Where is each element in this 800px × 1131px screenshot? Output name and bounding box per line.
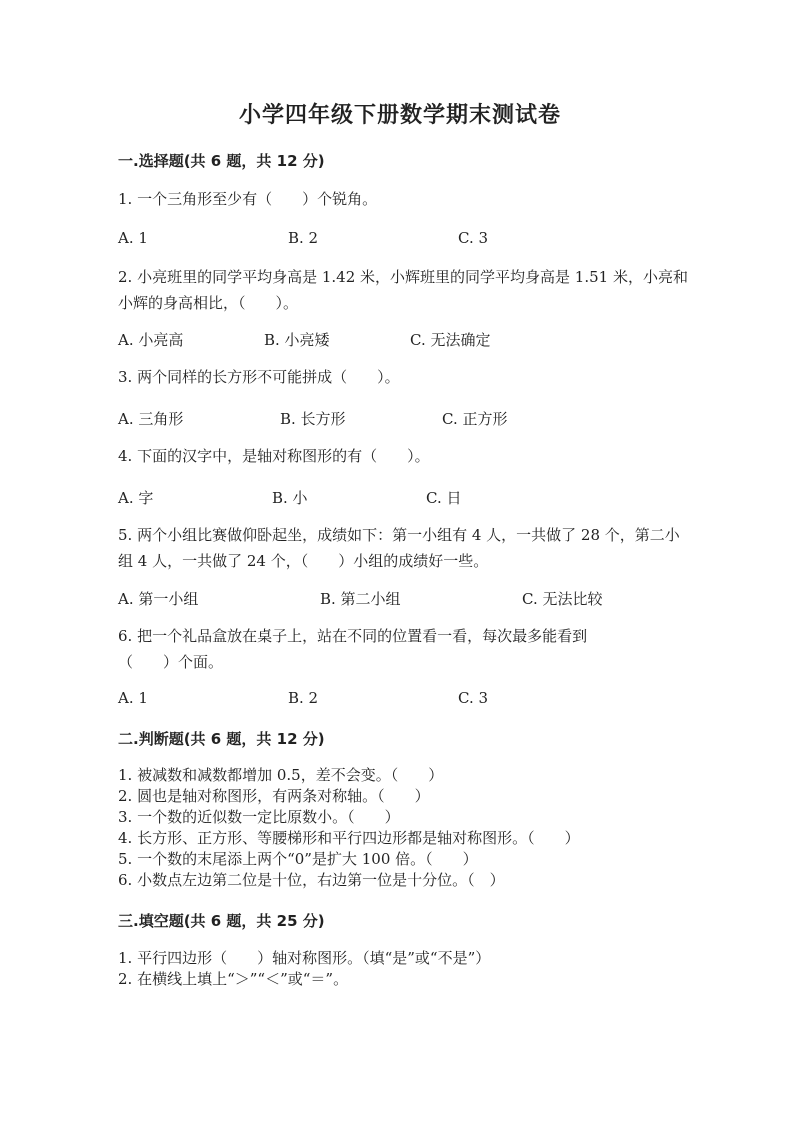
question-4: 4. 下面的汉字中，是轴对称图形的有（ ）。 bbox=[118, 447, 430, 465]
judge-item-5: 5. 一个数的末尾添上两个“0”是扩大 100 倍。（ ） bbox=[118, 850, 478, 868]
judge-item-6: 6. 小数点左边第二位是十位，右边第一位是十分位。（ ） bbox=[118, 871, 505, 889]
section-heading-choice: 一.选择题(共 6 题，共 12 分) bbox=[118, 152, 325, 170]
option-b: B. 小亮矮 bbox=[264, 331, 330, 349]
judge-item-3: 3. 一个数的近似数一定比原数小。（ ） bbox=[118, 808, 400, 826]
question-2: 2. 小亮班里的同学平均身高是 1.42 米，小辉班里的同学平均身高是 1.51 米，小亮和小辉的身高相比，（ ）。 bbox=[118, 268, 688, 312]
option-b: B. 2 bbox=[288, 689, 319, 707]
option-c: C. 无法比较 bbox=[522, 590, 603, 608]
option-c: C. 日 bbox=[426, 489, 462, 507]
option-a: A. 第一小组 bbox=[118, 590, 199, 608]
option-b: B. 长方形 bbox=[280, 410, 346, 428]
fill-item-2: 2. 在横线上填上“＞”“＜”或“＝”。 bbox=[118, 970, 349, 988]
option-c: C. 3 bbox=[458, 229, 489, 247]
option-a: A. 1 bbox=[118, 229, 148, 247]
section-heading-fill: 三.填空题(共 6 题，共 25 分) bbox=[118, 912, 325, 930]
section-heading-judge: 二.判断题(共 6 题，共 12 分) bbox=[118, 730, 325, 748]
option-b: B. 2 bbox=[288, 229, 319, 247]
option-b: B. 第二小组 bbox=[320, 590, 401, 608]
option-a: A. 字 bbox=[118, 489, 154, 507]
question-1: 1. 一个三角形至少有（ ）个锐角。 bbox=[118, 190, 378, 208]
option-c: C. 无法确定 bbox=[410, 331, 491, 349]
option-b: B. 小 bbox=[272, 489, 308, 507]
question-5: 5. 两个小组比赛做仰卧起坐，成绩如下：第一小组有 4 人，一共做了 28 个，第二小组 4 人，一共做了 24 个，（ ）小组的成绩好一些。 bbox=[118, 526, 680, 570]
option-a: A. 小亮高 bbox=[118, 331, 184, 349]
judge-item-4: 4. 长方形、正方形、等腰梯形和平行四边形都是轴对称图形。（ ） bbox=[118, 829, 580, 847]
option-c: C. 3 bbox=[458, 689, 489, 707]
judge-item-1: 1. 被减数和减数都增加 0.5，差不会变。（ ） bbox=[118, 766, 444, 784]
fill-item-1: 1. 平行四边形（ ）轴对称图形。（填“是”或“不是”） bbox=[118, 949, 491, 967]
option-c: C. 正方形 bbox=[442, 410, 508, 428]
question-3: 3. 两个同样的长方形不可能拼成（ ）。 bbox=[118, 368, 400, 386]
option-a: A. 三角形 bbox=[118, 410, 184, 428]
page-title: 小学四年级下册数学期末测试卷 bbox=[238, 102, 561, 128]
judge-item-2: 2. 圆也是轴对称图形，有两条对称轴。（ ） bbox=[118, 787, 430, 805]
question-6: 6. 把一个礼品盒放在桌子上，站在不同的位置看一看，每次最多能看到（ ）个面。 bbox=[118, 627, 588, 671]
option-a: A. 1 bbox=[118, 689, 148, 707]
